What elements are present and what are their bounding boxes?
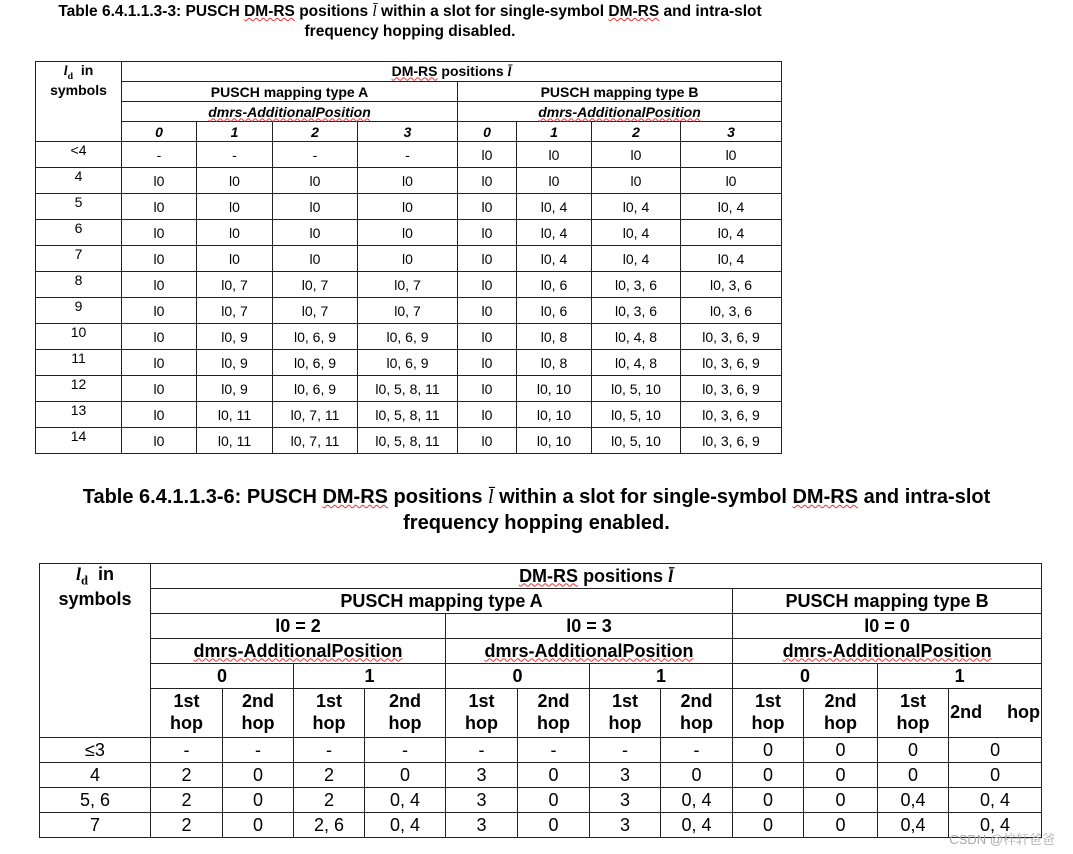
- position-header: 1: [878, 664, 1042, 689]
- table1-title-line2: frequency hopping disabled.: [304, 23, 516, 41]
- value-cell: l0, 6, 9: [273, 350, 358, 376]
- value-cell: l0, 4: [681, 220, 782, 246]
- value-cell: l0, 4: [592, 220, 681, 246]
- value-cell: 0: [518, 813, 590, 838]
- param-header: dmrs-AdditionalPosition: [458, 102, 782, 122]
- value-cell: l0: [592, 142, 681, 168]
- value-cell: l0, 5, 10: [592, 428, 681, 454]
- value-cell: l0, 6: [517, 298, 592, 324]
- value-cell: 0, 4: [661, 788, 733, 813]
- value-cell: l0, 6, 9: [358, 324, 458, 350]
- value-cell: -: [661, 738, 733, 763]
- value-cell: l0, 7: [197, 298, 273, 324]
- position-header: 3: [358, 122, 458, 142]
- second-hop-header: 2nd hop: [365, 689, 446, 738]
- value-cell: -: [365, 738, 446, 763]
- value-cell: -: [273, 142, 358, 168]
- table-row: [36, 220, 782, 246]
- value-cell: -: [358, 142, 458, 168]
- value-cell: -: [197, 142, 273, 168]
- value-cell: l0: [197, 194, 273, 220]
- value-cell: l0, 7: [197, 272, 273, 298]
- table-row: [36, 246, 782, 272]
- value-cell: -: [446, 738, 518, 763]
- value-cell: l0: [122, 194, 197, 220]
- row-header: $l_d$ in symbols: [40, 564, 151, 738]
- value-cell: l0: [517, 168, 592, 194]
- symbols-cell: 4: [40, 763, 151, 788]
- value-cell: l0: [458, 402, 517, 428]
- value-cell: l0: [197, 246, 273, 272]
- value-cell: l0, 4: [517, 220, 592, 246]
- first-hop-header: 1st hop: [151, 689, 223, 738]
- value-cell: l0: [122, 324, 197, 350]
- value-cell: 0: [518, 788, 590, 813]
- value-cell: l0: [273, 220, 358, 246]
- symbols-cell: 4: [36, 168, 122, 194]
- value-cell: l0: [458, 142, 517, 168]
- type-a-header: PUSCH mapping type A: [151, 589, 733, 614]
- value-cell: l0, 3, 6: [681, 272, 782, 298]
- table1-title-line1: Table 6.4.1.1.3-3: PUSCH DM-RS positions l̄ within a slot for single-symbol DM-RS and intra-slot: [58, 3, 762, 20]
- value-cell: -: [223, 738, 294, 763]
- symbols-cell: 13: [36, 402, 122, 428]
- second-hop-header: 2nd hop: [804, 689, 878, 738]
- symbols-cell: 5, 6: [40, 788, 151, 813]
- table-row: [40, 614, 1042, 639]
- value-cell: 0: [733, 738, 804, 763]
- value-cell: l0, 5, 8, 11: [358, 402, 458, 428]
- value-cell: l0, 4: [517, 194, 592, 220]
- value-cell: l0, 6, 9: [273, 376, 358, 402]
- symbols-cell: 7: [36, 246, 122, 272]
- value-cell: 0, 4: [365, 813, 446, 838]
- watermark: CSDN @梓轩爸爸: [949, 832, 1055, 847]
- value-cell: l0, 7, 11: [273, 402, 358, 428]
- value-cell: l0, 9: [197, 376, 273, 402]
- value-cell: l0, 5, 10: [592, 402, 681, 428]
- value-cell: l0, 3, 6: [681, 298, 782, 324]
- l0-header: l0 = 0: [733, 614, 1042, 639]
- value-cell: 0: [949, 763, 1042, 788]
- symbols-cell: 6: [36, 220, 122, 246]
- position-header: 2: [592, 122, 681, 142]
- value-cell: l0: [122, 220, 197, 246]
- symbols-cell: ≤3: [40, 738, 151, 763]
- value-cell: l0: [273, 246, 358, 272]
- value-cell: 0: [878, 738, 949, 763]
- position-header: 0: [446, 664, 590, 689]
- table-row: [36, 82, 782, 102]
- table-row: [40, 813, 1042, 838]
- value-cell: l0, 10: [517, 428, 592, 454]
- position-header: 0: [733, 664, 878, 689]
- table-row: [36, 272, 782, 298]
- table-row: [40, 763, 1042, 788]
- dmrs-positions-table-hopping-disabled: [35, 61, 782, 454]
- value-cell: l0: [681, 168, 782, 194]
- value-cell: l0: [273, 194, 358, 220]
- value-cell: -: [518, 738, 590, 763]
- value-cell: l0, 4: [517, 246, 592, 272]
- value-cell: 0: [733, 788, 804, 813]
- value-cell: 0,4: [878, 813, 949, 838]
- value-cell: l0: [122, 246, 197, 272]
- value-cell: -: [294, 738, 365, 763]
- value-cell: l0: [458, 220, 517, 246]
- value-cell: 2, 6: [294, 813, 365, 838]
- value-cell: l0, 8: [517, 350, 592, 376]
- position-header: 2: [273, 122, 358, 142]
- position-header: 0: [122, 122, 197, 142]
- value-cell: 0: [223, 763, 294, 788]
- table-row: [36, 350, 782, 376]
- value-cell: l0, 6: [517, 272, 592, 298]
- value-cell: 0, 4: [949, 813, 1042, 838]
- row-header: $l_d$ in symbols: [36, 62, 122, 142]
- value-cell: l0, 10: [517, 376, 592, 402]
- table2-title-line2: frequency hopping enabled.: [403, 512, 670, 534]
- value-cell: l0: [458, 324, 517, 350]
- value-cell: l0: [122, 376, 197, 402]
- value-cell: 0: [804, 738, 878, 763]
- value-cell: l0, 6, 9: [358, 350, 458, 376]
- first-hop-header: 1st hop: [294, 689, 365, 738]
- value-cell: l0: [197, 168, 273, 194]
- value-cell: 0: [365, 763, 446, 788]
- value-cell: l0, 7: [358, 272, 458, 298]
- param-header: dmrs-AdditionalPosition: [122, 102, 458, 122]
- value-cell: l0, 7: [273, 298, 358, 324]
- value-cell: 3: [446, 813, 518, 838]
- table-row: [40, 738, 1042, 763]
- table-row: [36, 324, 782, 350]
- value-cell: l0, 3, 6, 9: [681, 350, 782, 376]
- table-row: [36, 298, 782, 324]
- value-cell: 0: [223, 813, 294, 838]
- position-header: 1: [197, 122, 273, 142]
- table2-title: [0, 484, 1073, 536]
- symbols-cell: 14: [36, 428, 122, 454]
- table-row: [36, 376, 782, 402]
- type-b-header: PUSCH mapping type B: [458, 82, 782, 102]
- value-cell: l0: [122, 402, 197, 428]
- value-cell: l0: [122, 350, 197, 376]
- value-cell: 2: [294, 788, 365, 813]
- value-cell: 0: [518, 763, 590, 788]
- param-header: dmrs-AdditionalPosition: [151, 639, 446, 664]
- table2-title-line1: Table 6.4.1.1.3-6: PUSCH DM-RS positions l̄ within a slot for single-symbol DM-RS and intra-slot: [82, 486, 991, 508]
- l0-header: l0 = 2: [151, 614, 446, 639]
- type-b-header: PUSCH mapping type B: [733, 589, 1042, 614]
- value-cell: l0, 4: [681, 194, 782, 220]
- param-header: dmrs-AdditionalPosition: [446, 639, 733, 664]
- value-cell: 2: [151, 813, 223, 838]
- value-cell: l0: [681, 142, 782, 168]
- value-cell: 2: [151, 788, 223, 813]
- value-cell: l0: [458, 298, 517, 324]
- second-hop-header: 2nd hop: [949, 689, 1042, 738]
- value-cell: l0: [358, 194, 458, 220]
- value-cell: l0: [358, 168, 458, 194]
- value-cell: l0, 3, 6, 9: [681, 376, 782, 402]
- value-cell: l0: [358, 246, 458, 272]
- first-hop-header: 1st hop: [590, 689, 661, 738]
- value-cell: l0: [122, 168, 197, 194]
- value-cell: 0: [949, 738, 1042, 763]
- value-cell: l0: [458, 428, 517, 454]
- value-cell: -: [122, 142, 197, 168]
- value-cell: l0, 3, 6: [592, 298, 681, 324]
- position-header: 0: [151, 664, 294, 689]
- type-a-header: PUSCH mapping type A: [122, 82, 458, 102]
- second-hop-header: 2nd hop: [223, 689, 294, 738]
- symbols-cell: <4: [36, 142, 122, 168]
- value-cell: l0, 4: [681, 246, 782, 272]
- value-cell: -: [151, 738, 223, 763]
- group-header: DM-RS positions l̄: [151, 564, 1042, 589]
- value-cell: l0, 3, 6, 9: [681, 428, 782, 454]
- value-cell: l0: [592, 168, 681, 194]
- first-hop-header: 1st hop: [878, 689, 949, 738]
- value-cell: l0, 3, 6, 9: [681, 324, 782, 350]
- table-row: [40, 664, 1042, 689]
- value-cell: l0, 3, 6: [592, 272, 681, 298]
- value-cell: l0, 11: [197, 428, 273, 454]
- value-cell: -: [590, 738, 661, 763]
- symbols-cell: 11: [36, 350, 122, 376]
- value-cell: 0, 4: [661, 813, 733, 838]
- value-cell: l0: [458, 194, 517, 220]
- value-cell: 0: [733, 813, 804, 838]
- value-cell: 3: [446, 788, 518, 813]
- second-hop-header: 2nd hop: [661, 689, 733, 738]
- table-row: [36, 122, 782, 142]
- value-cell: l0: [458, 350, 517, 376]
- table-row: [40, 589, 1042, 614]
- value-cell: 0: [804, 788, 878, 813]
- position-header: 0: [458, 122, 517, 142]
- second-hop-header: 2nd hop: [518, 689, 590, 738]
- table-row: [40, 689, 1042, 738]
- value-cell: l0: [458, 376, 517, 402]
- symbols-cell: 8: [36, 272, 122, 298]
- position-header: 3: [681, 122, 782, 142]
- value-cell: l0: [458, 168, 517, 194]
- value-cell: l0: [517, 142, 592, 168]
- table-row: [36, 194, 782, 220]
- value-cell: l0, 5, 8, 11: [358, 376, 458, 402]
- value-cell: l0: [122, 298, 197, 324]
- value-cell: l0: [458, 272, 517, 298]
- symbols-cell: 12: [36, 376, 122, 402]
- value-cell: l0, 4, 8: [592, 324, 681, 350]
- value-cell: 3: [446, 763, 518, 788]
- value-cell: l0, 9: [197, 324, 273, 350]
- value-cell: l0, 7, 11: [273, 428, 358, 454]
- table-row: [40, 564, 1042, 589]
- value-cell: 0: [223, 788, 294, 813]
- value-cell: 0, 4: [949, 788, 1042, 813]
- value-cell: l0, 5, 10: [592, 376, 681, 402]
- table-row: [36, 428, 782, 454]
- value-cell: l0, 9: [197, 350, 273, 376]
- value-cell: 0,4: [878, 788, 949, 813]
- value-cell: l0, 4, 8: [592, 350, 681, 376]
- symbols-cell: 10: [36, 324, 122, 350]
- value-cell: l0: [122, 272, 197, 298]
- value-cell: 3: [590, 813, 661, 838]
- value-cell: 0: [804, 813, 878, 838]
- table-row: [40, 639, 1042, 664]
- value-cell: l0, 11: [197, 402, 273, 428]
- value-cell: 2: [151, 763, 223, 788]
- group-header: DM-RS positions l̄: [122, 62, 782, 82]
- table-row: [36, 102, 782, 122]
- position-header: 1: [294, 664, 446, 689]
- table-row: [36, 142, 782, 168]
- value-cell: l0, 6, 9: [273, 324, 358, 350]
- symbols-cell: 9: [36, 298, 122, 324]
- value-cell: l0: [273, 168, 358, 194]
- first-hop-header: 1st hop: [446, 689, 518, 738]
- param-header: dmrs-AdditionalPosition: [733, 639, 1042, 664]
- table-row: [36, 402, 782, 428]
- value-cell: 0, 4: [365, 788, 446, 813]
- dmrs-positions-table-hopping-enabled: [39, 563, 1042, 838]
- value-cell: l0, 8: [517, 324, 592, 350]
- value-cell: l0, 5, 8, 11: [358, 428, 458, 454]
- value-cell: 2: [294, 763, 365, 788]
- value-cell: l0, 10: [517, 402, 592, 428]
- value-cell: 3: [590, 763, 661, 788]
- l0-header: l0 = 3: [446, 614, 733, 639]
- value-cell: 0: [733, 763, 804, 788]
- symbols-cell: 7: [40, 813, 151, 838]
- table-row: [40, 788, 1042, 813]
- value-cell: l0, 7: [358, 298, 458, 324]
- value-cell: l0: [197, 220, 273, 246]
- position-header: 1: [517, 122, 592, 142]
- symbols-cell: 5: [36, 194, 122, 220]
- value-cell: l0, 4: [592, 194, 681, 220]
- value-cell: 0: [878, 763, 949, 788]
- value-cell: 3: [590, 788, 661, 813]
- first-hop-header: 1st hop: [733, 689, 804, 738]
- table-row: [36, 168, 782, 194]
- value-cell: l0: [122, 428, 197, 454]
- value-cell: l0: [458, 246, 517, 272]
- value-cell: l0, 3, 6, 9: [681, 402, 782, 428]
- value-cell: 0: [661, 763, 733, 788]
- value-cell: l0: [358, 220, 458, 246]
- position-header: 1: [590, 664, 733, 689]
- value-cell: l0, 4: [592, 246, 681, 272]
- table1-title: [0, 2, 820, 42]
- table-row: [36, 62, 782, 82]
- value-cell: l0, 7: [273, 272, 358, 298]
- value-cell: 0: [804, 763, 878, 788]
